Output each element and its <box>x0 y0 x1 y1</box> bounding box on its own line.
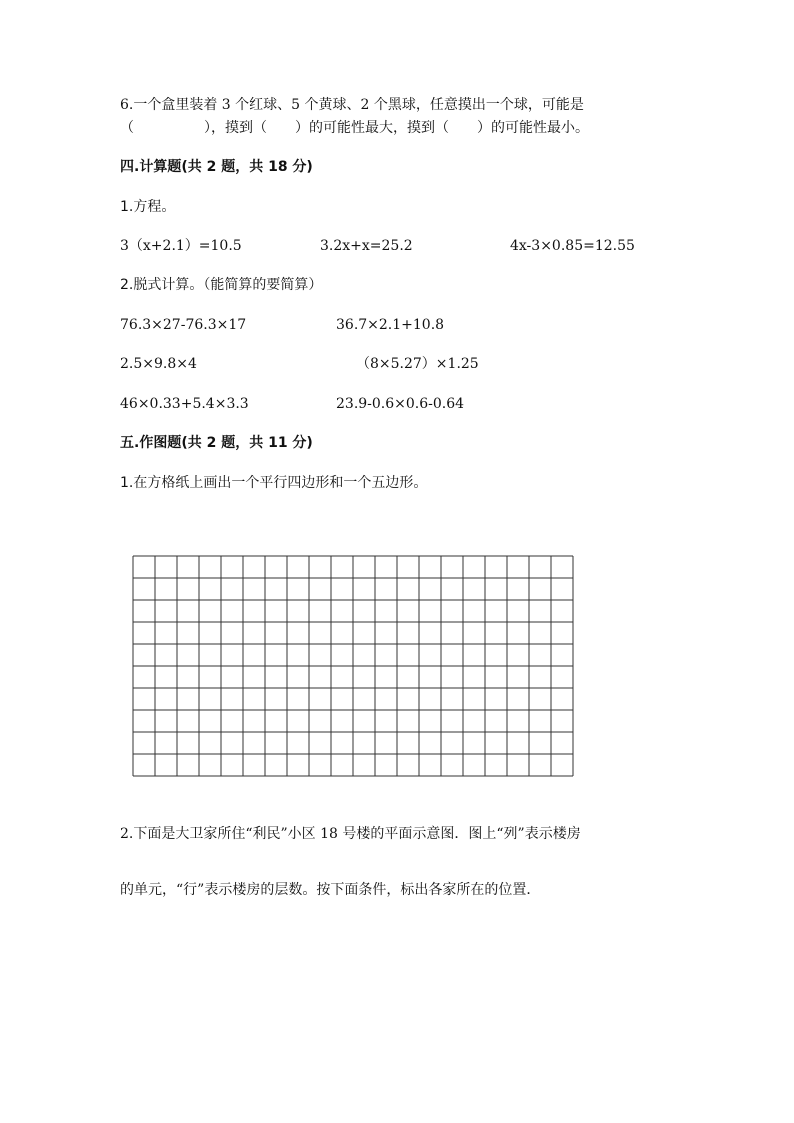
equation-3: 4x-3×0.85=12.55 <box>510 238 635 254</box>
section5-title: 五.作图题(共 2 题，共 11 分) <box>120 435 313 451</box>
calc-item-4: （8×5.27）×1.25 <box>356 356 479 372</box>
equation-1: 3（x+2.1）=10.5 <box>120 238 242 254</box>
equation-2: 3.2x+x=25.2 <box>320 238 413 254</box>
q6-line2: （ ），摸到（ ）的可能性最大，摸到（ ）的可能性最小。 <box>120 120 589 136</box>
q1-title: 1.方程。 <box>120 199 176 215</box>
calc-item-3: 2.5×9.8×4 <box>120 356 197 372</box>
square-grid-paper <box>132 555 574 777</box>
calc-item-2: 36.7×2.1+10.8 <box>336 317 445 333</box>
q2-title: 2.脱式计算。（能简算的要简算） <box>120 277 323 293</box>
draw-q2-line1: 2.下面是大卫家所住“利民”小区 18 号楼的平面示意图．图上“列”表示楼房 <box>120 826 581 842</box>
draw-q1-title: 1.在方格纸上画出一个平行四边形和一个五边形。 <box>120 475 428 491</box>
calc-item-1: 76.3×27-76.3×17 <box>120 317 247 333</box>
q6-line1: 6.一个盒里装着 3 个红球、5 个黄球、2 个黑球，任意摸出一个球，可能是 <box>120 97 584 113</box>
draw-q2-line2: 的单元，“行”表示楼房的层数。按下面条件，标出各家所在的位置． <box>120 882 541 898</box>
calc-item-6: 23.9-0.6×0.6-0.64 <box>336 396 465 412</box>
calc-item-5: 46×0.33+5.4×3.3 <box>120 396 249 412</box>
section4-title: 四.计算题(共 2 题，共 18 分) <box>120 159 313 175</box>
